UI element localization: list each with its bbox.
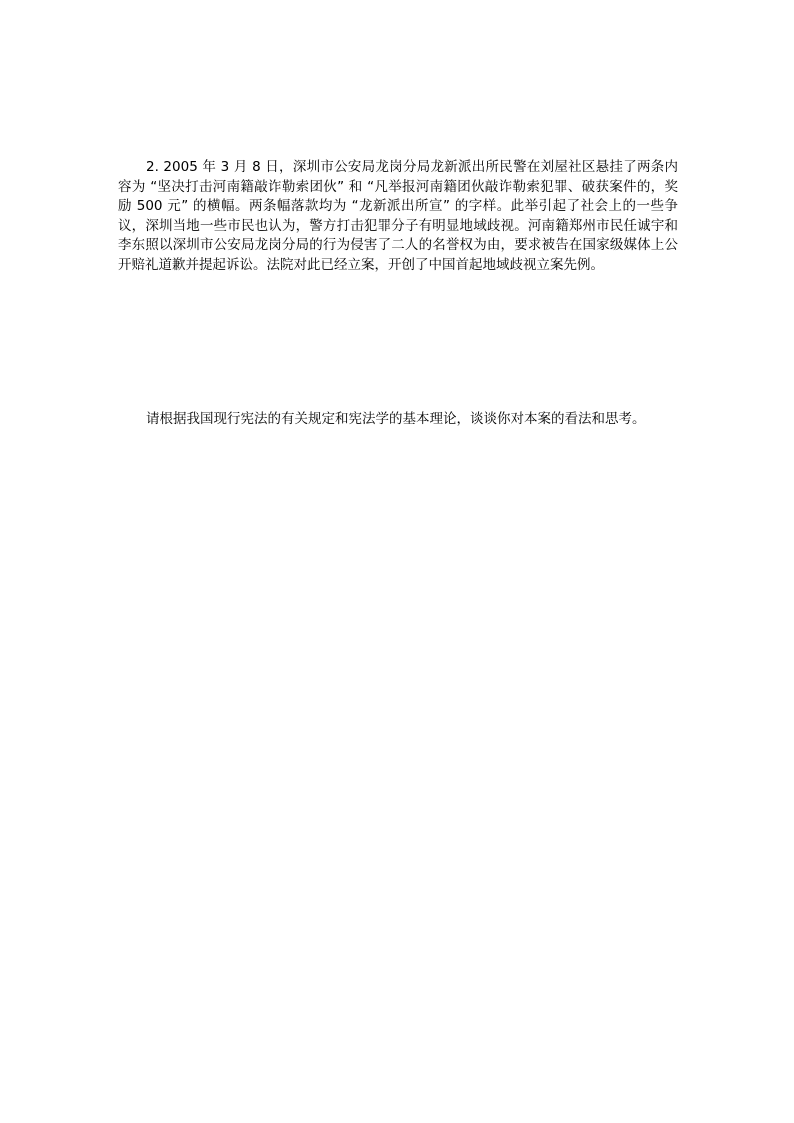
question-paragraph: 请根据我国现行宪法的有关规定和宪法学的基本理论，谈谈你对本案的看法和思考。 xyxy=(146,411,646,427)
case-paragraph: 2. 2005 年 3 月 8 日，深圳市公安局龙岗分局龙新派出所民警在刘屋社区悬挂了两条内容为 “坚决打击河南籍敲诈勒索团伙” 和 “凡举报河南籍团伙敲诈勒索犯罪、破获案件的，奖励 500 元” 的横幅。两条幅落款均为 “龙新派出所宣” 的字样。此举引起了社会上的一些争议，深圳当地一些市民也认为，警方打击犯罪分子有明显地域歧视。河南籍郑州市民任诚宇和李东照以深圳市公安局龙岗分局的行为侵害了二人的名誉权为由，要求被告在国家级媒体上公开赔礼道歉并提起诉讼。法院对此已经立案，开创了中国首起地域歧视立案先例。 xyxy=(118,159,678,273)
